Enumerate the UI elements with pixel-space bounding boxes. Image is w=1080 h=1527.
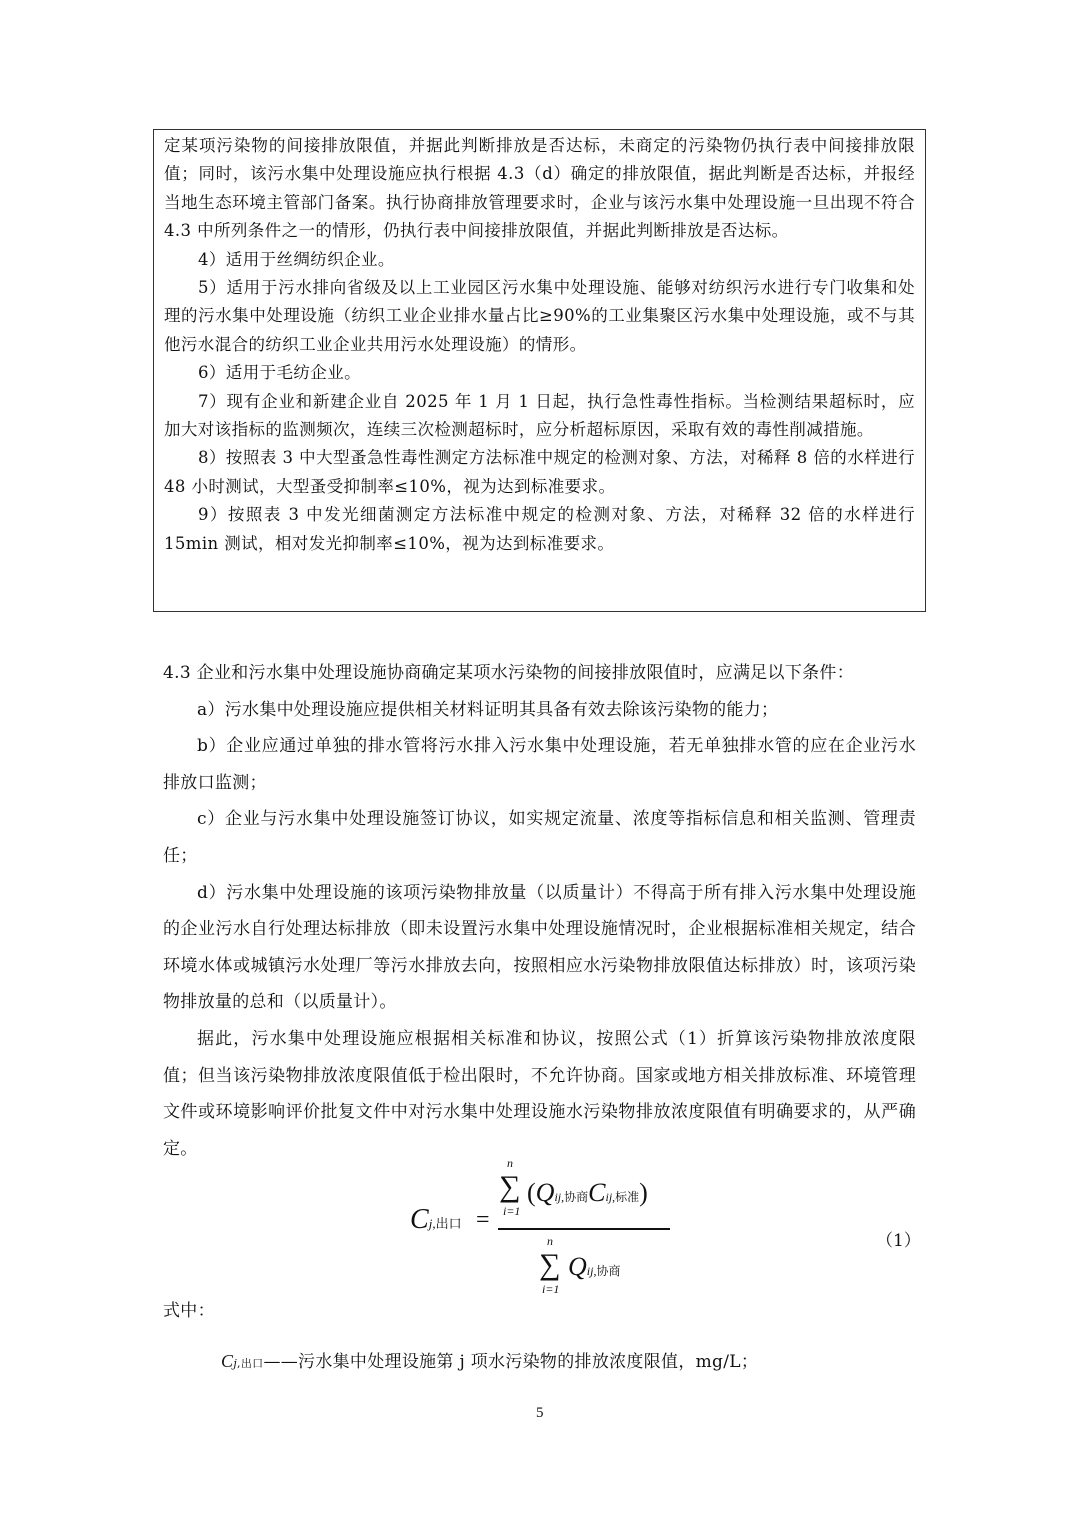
variable-definition: Cj,出口——污水集中处理设施第 j 项水污染物的排放浓度限值，mg/L； bbox=[221, 1351, 759, 1372]
condition-a: a）污水集中处理设施应提供相关材料证明其具备有效去除该污染物的能力； bbox=[197, 699, 779, 720]
footnote-continuation: 定某项污染物的间接排放限值，并据此判断排放是否达标，未商定的污染物仍执行表中间接排放限值；同时，该污水集中处理设施应执行根据 4.3（d）确定的排放限值，据此判断是否达标，并报经当地生态环境主管部门备案。执行协商排放管理要求时，企业与该污水集中处理设施一旦出现不符合 4.3 中所列条件之一的情形，仍执行表中间接排放限值，并据此判断排放是否达标。 bbox=[164, 136, 915, 241]
condition-d: d）污水集中处理设施的该项污染物排放量（以质量计）不得高于所有排入污水集中处理设施的企业污水自行处理达标排放（即未设置污水集中处理设施情况时，企业根据标准相关规定，结合环境水体或城镇污水处理厂等污水排放去向，按照相应水污染物排放限值达标排放）时，该项污染物排放量的总和（以质量计）。 bbox=[163, 882, 916, 1013]
sum-lower-numerator: i=1 bbox=[503, 1204, 521, 1218]
condition-c: c）企业与污水集中处理设施签订协议，如实规定流量、浓度等指标信息和相关监测、管理责任； bbox=[163, 809, 916, 866]
calculation-paragraph: 据此，污水集中处理设施应根据相关标准和协议，按照公式（1）折算该污染物排放浓度限值；但当该污染物排放浓度限值低于检出限时，不允许协商。国家或地方相关排放标准、环境管理文件或环境影响评价批复文件中对污水集中处理设施水污染物排放浓度限值有明确要求的，从严确定。 bbox=[163, 1028, 916, 1159]
sum-lower-denominator: i=1 bbox=[542, 1282, 560, 1296]
footnote-7: 7）现有企业和新建企业自 2025 年 1 月 1 日起，执行急性毒性指标。当检测结果超标时，应加大对该指标的监测频次，连续三次检测超标时，应分析超标原因，采取有效的毒性削减措施。 bbox=[164, 391, 915, 440]
fraction-bar bbox=[498, 1228, 670, 1230]
footnote-4: 4）适用于丝绸纺织企业。 bbox=[198, 249, 395, 269]
condition-b: b）企业应通过单独的排水管将污水排入污水集中处理设施，若无单独排水管的应在企业污水排放口监测； bbox=[163, 736, 916, 793]
footnote-8: 8）按照表 3 中大型蚤急性毒性测定方法标准中规定的检测对象、方法，对稀释 8 倍的水样进行 48 小时测试，大型蚤受抑制率≤10%，视为达到标准要求。 bbox=[164, 448, 915, 496]
page-number: 5 bbox=[536, 1405, 544, 1421]
equation-number: （1） bbox=[876, 1231, 921, 1251]
formula-lhs: Cj,出口 bbox=[410, 1204, 462, 1235]
table-footnote-box bbox=[153, 129, 926, 612]
denominator-expression: Qij,协商 bbox=[568, 1252, 621, 1281]
footnote-9: 9）按照表 3 中发光细菌测定方法标准中规定的检测对象、方法，对稀释 32 倍的水样进行 15min 测试，相对发光抑制率≤10%，视为达到标准要求。 bbox=[164, 505, 915, 553]
numerator-expression: (Qij,协商Cij,标准) bbox=[527, 1178, 648, 1207]
section-4-3 bbox=[163, 655, 916, 1167]
sum-sign-denominator: ∑ bbox=[539, 1248, 561, 1281]
sum-upper-numerator: n bbox=[507, 1156, 513, 1170]
equals-sign: = bbox=[476, 1207, 490, 1233]
formula-1 bbox=[400, 1156, 920, 1296]
footnote-5: 5）适用于污水排向省级及以上工业园区污水集中处理设施、能够对纺织污水进行专门收集和处理的污水集中处理设施（纺织工业企业排水量占比≥90%的工业集聚区污水集中处理设施，或不与其他污水混合的纺织工业企业共用污水处理设施）的情形。 bbox=[164, 278, 915, 354]
sum-upper-denominator: n bbox=[547, 1234, 553, 1248]
footnote-6: 6）适用于毛纺企业。 bbox=[198, 363, 361, 383]
section-heading: 4.3 企业和污水集中处理设施协商确定某项水污染物的间接排放限值时，应满足以下条件： bbox=[163, 663, 855, 683]
where-label: 式中： bbox=[163, 1301, 215, 1321]
sum-sign-numerator: ∑ bbox=[499, 1170, 521, 1203]
